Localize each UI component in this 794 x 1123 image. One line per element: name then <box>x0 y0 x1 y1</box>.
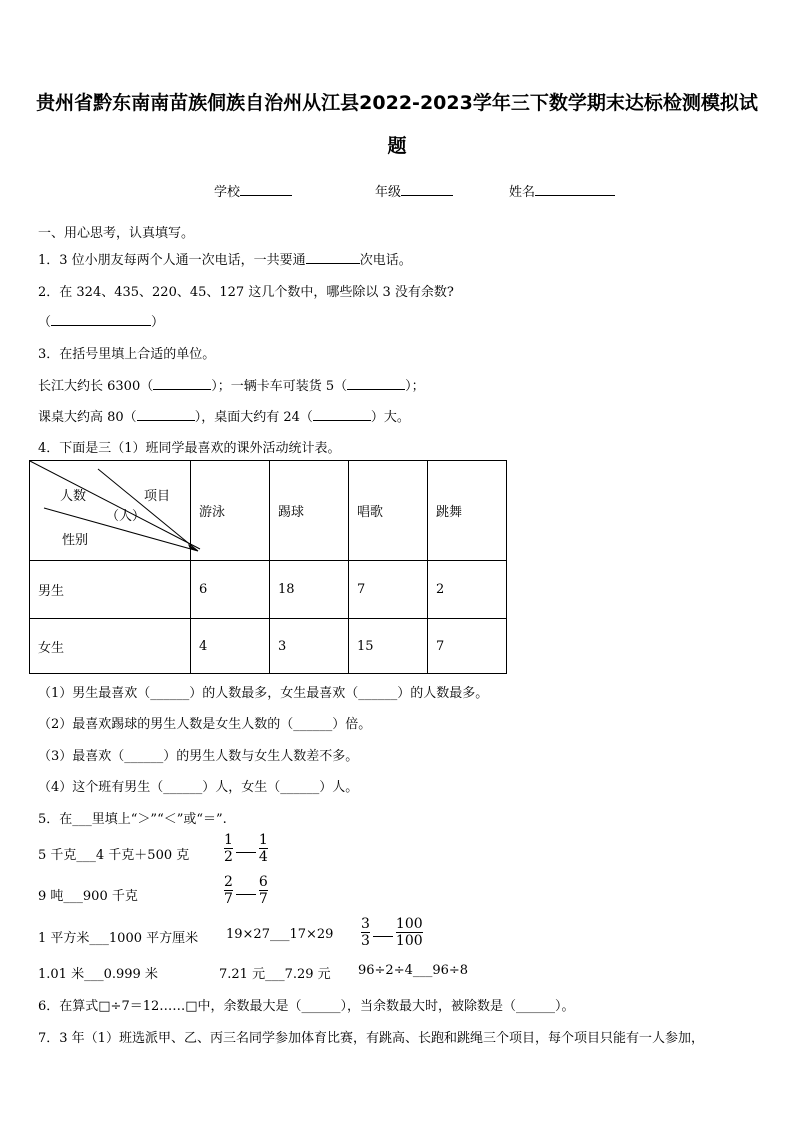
corner-people-label: 人数 <box>60 489 87 504</box>
q5-row2: 9 吨___900 千克 <box>38 889 138 904</box>
page-title: 贵州省黔东南南苗族侗族自治州从江县2022-2023学年三下数学期末达标检测模拟试 <box>36 92 758 114</box>
table-cell: 2 <box>428 561 507 619</box>
row-label-boys: 男生 <box>30 561 191 619</box>
q3b-text-mid: ），桌面大约有 24（ <box>194 410 313 425</box>
q3a-text: 长江大约长 6300（ <box>38 379 154 394</box>
q4-sub4: （4）这个班有男生（______）人，女生（______）人。 <box>38 780 359 795</box>
table-cell: 15 <box>349 619 428 674</box>
table-cell: 3 <box>270 619 349 674</box>
table-corner-header <box>30 461 191 561</box>
corner-unit-label: （人） <box>106 509 146 524</box>
q5-fraction-compare-1 <box>224 832 268 865</box>
q4-sub2: （2）最喜欢踢球的男生人数是女生人数的（______）倍。 <box>38 717 372 732</box>
q5-fraction-compare-2 <box>224 874 268 907</box>
fraction: $\frac{6}{7}$ <box>258 874 268 907</box>
q3-line-a <box>38 375 425 394</box>
question-3: 3．在括号里填上合适的单位。 <box>38 347 216 362</box>
q3b-blank2[interactable] <box>313 408 371 421</box>
q5-row4b: 7.21 元___7.29 元 <box>219 967 331 982</box>
question-5: 5．在___里填上“＞”“＜”或“＝”. <box>38 812 227 827</box>
q3a-text-end: ）； <box>405 379 425 394</box>
q4-sub3: （3）最喜欢（______）的男生人数与女生人数差不多。 <box>38 749 359 764</box>
name-field[interactable] <box>509 181 615 200</box>
school-blank[interactable] <box>240 183 292 196</box>
table-cell: 6 <box>191 561 270 619</box>
q3b-blank1[interactable] <box>137 408 195 421</box>
q3b-text: 课桌大约高 80（ <box>38 410 137 425</box>
grade-blank[interactable] <box>401 183 453 196</box>
fraction: $\frac{1}{2}$ <box>224 832 233 865</box>
activity-table <box>29 460 507 674</box>
header-football: 踢球 <box>270 461 349 561</box>
header-swim: 游泳 <box>191 461 270 561</box>
table-cell: 7 <box>349 561 428 619</box>
header-dance: 跳舞 <box>428 461 507 561</box>
school-field[interactable] <box>214 181 292 200</box>
fraction: $\frac{3}{3}$ <box>361 916 370 949</box>
q1-text-end: 次电话。 <box>359 253 412 268</box>
q3a-blank1[interactable] <box>153 377 211 390</box>
row-label-girls: 女生 <box>30 619 191 674</box>
fraction: $\frac{2}{7}$ <box>224 874 233 907</box>
corner-project-label: 项目 <box>144 489 171 504</box>
question-1 <box>38 249 412 268</box>
table-row <box>30 619 507 674</box>
school-label: 学校 <box>214 185 241 200</box>
section-heading: 一、用心思考，认真填写。 <box>38 226 195 241</box>
header-singing: 唱歌 <box>349 461 428 561</box>
q2-answer[interactable] <box>38 311 164 330</box>
corner-gender-label: 性别 <box>62 533 89 548</box>
question-7: 7．3 年（1）班选派甲、乙、丙三名同学参加体育比赛，有跳高、长跑和跳绳三个项目，每个项目只能有一人参加， <box>38 1031 704 1046</box>
table-cell: 4 <box>191 619 270 674</box>
q3a-text-mid: ）；一辆卡车可装货 5（ <box>211 379 348 394</box>
name-blank[interactable] <box>535 183 615 196</box>
grade-field[interactable] <box>375 181 453 200</box>
q4-sub1: （1）男生最喜欢（______）的人数最多，女生最喜欢（______）的人数最多。 <box>38 686 489 701</box>
q2-blank[interactable] <box>51 313 151 326</box>
question-6: 6．在算式□÷7＝12……□中，余数最大是（______），当余数最大时，被除数是（______）。 <box>38 999 575 1014</box>
name-label: 姓名 <box>509 185 536 200</box>
q1-blank[interactable] <box>306 251 360 264</box>
q5-row3a: 1 平方米___1000 平方厘米 <box>38 931 199 946</box>
fraction: $\frac{1}{4}$ <box>258 832 268 865</box>
compare-blank[interactable] <box>236 894 256 895</box>
table-row <box>30 561 507 619</box>
q2-close-paren: ） <box>151 315 165 330</box>
question-2: 2．在 324、435、220、45、127 这几个数中，哪些除以 3 没有余数? <box>38 285 454 300</box>
fraction: $\frac{100}{100}$ <box>395 916 423 949</box>
table-cell: 18 <box>270 561 349 619</box>
grade-label: 年级 <box>375 185 402 200</box>
compare-blank[interactable] <box>236 852 256 853</box>
q5-row4a: 1.01 米___0.999 米 <box>38 967 158 982</box>
q5-row4c: 96÷2÷4___96÷8 <box>358 963 469 978</box>
q5-row1: 5 千克___4 千克＋500 克 <box>38 848 190 863</box>
q3a-blank2[interactable] <box>347 377 405 390</box>
q3-line-b <box>38 406 410 425</box>
table-cell: 7 <box>428 619 507 674</box>
compare-blank[interactable] <box>373 936 393 937</box>
q1-text: 1．3 位小朋友每两个人通一次电话，一共要通 <box>38 253 306 268</box>
page-title-line2: 题 <box>387 135 407 157</box>
question-4: 4．下面是三（1）班同学最喜欢的课外活动统计表。 <box>38 441 341 456</box>
q3b-text-end: ）大。 <box>370 410 410 425</box>
q5-row3b: 19×27___17×29 <box>226 927 334 942</box>
q2-open-paren: （ <box>38 315 52 330</box>
q5-fraction-compare-3 <box>361 916 423 949</box>
